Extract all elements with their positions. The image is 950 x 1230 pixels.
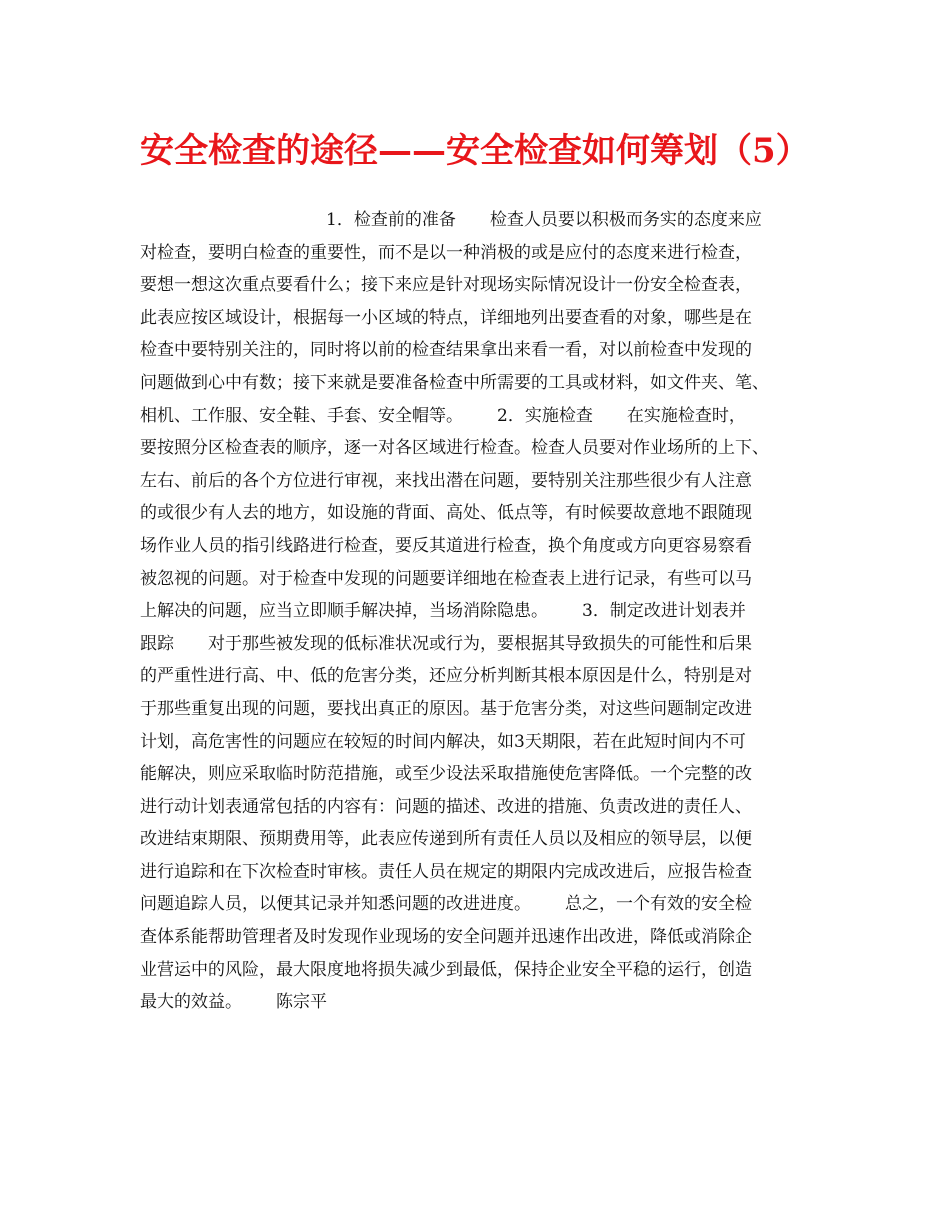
body-line: 要想一想这次重点要看什么；接下来应是针对现场实际情况设计一份安全检查表， [140, 275, 752, 296]
body-line: 业营运中的风险，最大限度地将损失减少到最低，保持企业安全平稳的运行，创造 [140, 959, 752, 980]
body-line: 此表应按区域设计，根据每一小区域的特点，详细地列出要查看的对象，哪些是在 [140, 307, 752, 328]
body-line: 被忽视的问题。对于检查中发现的问题要详细地在检查表上进行记录，有些可以马 [140, 568, 752, 589]
body-line: 的严重性进行高、中、低的危害分类，还应分析判断其根本原因是什么，特别是对 [140, 666, 752, 687]
body-line [140, 595, 825, 628]
section-heading-implementation: 2．实施检查 [497, 405, 593, 426]
body-line [140, 986, 825, 1019]
section-heading-plan: 3．制定改进计划表并 [582, 601, 746, 622]
body-line: 检查中要特别关注的，同时将以前的检查结果拿出来看一看，对以前检查中发现的 [140, 340, 752, 361]
body-line: 问题做到心中有数；接下来就是要准备检查中所需要的工具或材料，如文件夹、笔、 [140, 372, 769, 393]
text-run: 问题追踪人员，以便其记录并知悉问题的改进进度。 [140, 894, 531, 915]
document-title: 安全检查的途径——安全检查如何筹划（5） [140, 131, 810, 171]
body-line: 查体系能帮助管理者及时发现作业现场的安全问题并迅速作出改进，降低或消除企 [140, 927, 752, 948]
text-run: 对于那些被发现的低标准状况或行为，要根据其导致损失的可能性和后果 [208, 633, 752, 654]
body-line: 进行动计划表通常包括的内容有：问题的描述、改进的措施、负责改进的责任人、 [140, 796, 752, 817]
text-run: 总之，一个有效的安全检 [565, 894, 752, 915]
text-run: 检查人员要以积极而务实的态度来应 [489, 210, 762, 230]
body-line: 计划，高危害性的问题应在较短的时间内解决，如3天期限，若在此短时间内不可 [140, 731, 746, 752]
body-line: 对检查，要明白检查的重要性，而不是以一种消极的或是应付的态度来进行检查， [140, 242, 752, 263]
section-heading-preparation: 1．检查前的准备 [326, 210, 456, 230]
body-line [140, 400, 825, 433]
body-line [140, 888, 825, 921]
text-run: 最大的效益。 [140, 992, 242, 1013]
body-line: 能解决，则应采取临时防范措施，或至少设法采取措施使危害降低。一个完整的改 [140, 764, 752, 785]
body-line: 进行追踪和在下次检查时审核。责任人员在规定的期限内完成改进后，应报告检查 [140, 861, 752, 882]
author-name: 陈宗平 [276, 992, 327, 1013]
text-run: 上解决的问题，应当立即顺手解决掉，当场消除隐患。 [140, 601, 548, 622]
body-line [140, 204, 825, 237]
body-line: 左右、前后的各个方位进行审视，来找出潜在问题，要特别关注那些很少有人注意 [140, 470, 752, 491]
document-body [140, 204, 825, 1019]
section-heading-plan-cont: 跟踪 [140, 633, 174, 654]
body-line [140, 628, 825, 661]
body-line: 于那些重复出现的问题，要找出真正的原因。基于危害分类，对这些问题制定改进 [140, 698, 752, 719]
text-run: 相机、工作服、安全鞋、手套、安全帽等。 [140, 405, 463, 426]
body-line: 的或很少有人去的地方，如设施的背面、高处、低点等，有时候要故意地不跟随现 [140, 503, 752, 524]
body-line: 场作业人员的指引线路进行检查，要反其道进行检查，换个角度或方向更容易察看 [140, 535, 752, 556]
text-run: 在实施检查时， [626, 405, 746, 426]
body-line: 改进结束期限、预期费用等，此表应传递到所有责任人员以及相应的领导层，以便 [140, 829, 752, 850]
body-line: 要按照分区检查表的顺序，逐一对各区域进行检查。检查人员要对作业场所的上下、 [140, 438, 769, 459]
